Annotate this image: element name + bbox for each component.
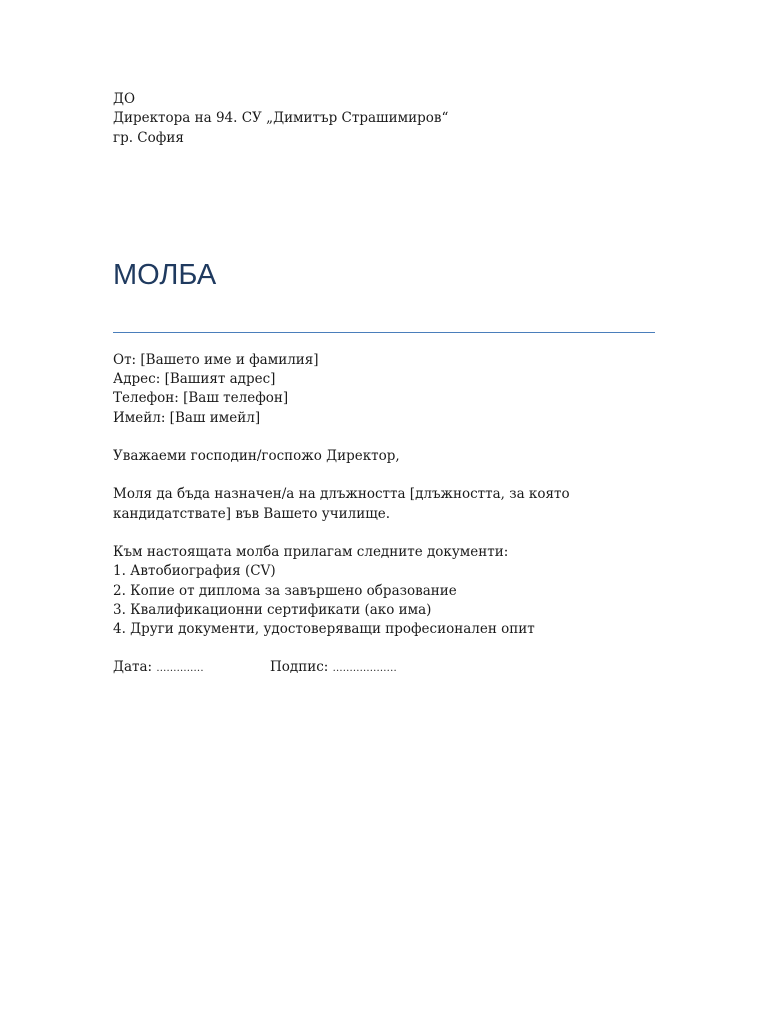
date-field: [113, 658, 270, 678]
sender-block: [113, 351, 655, 428]
attachments-intro: Към настоящата молба прилагам следните документи:: [113, 543, 509, 560]
footer-row: [113, 658, 655, 678]
sender-address: Адрес: [Вашият адрес]: [113, 371, 276, 388]
addressee-to: ДО: [113, 91, 136, 107]
salutation: Уважаеми господин/госпожо Директор,: [113, 448, 400, 465]
addressee-block: [113, 90, 655, 148]
signature-label: Подпис:: [270, 659, 329, 676]
attachment-item: 4. Други документи, удостоверяващи професионален опит: [113, 621, 535, 638]
title-divider: [113, 332, 655, 333]
addressee-city: гр. София: [113, 129, 184, 146]
attachment-item: 3. Квалификационни сертификати (ако има): [113, 601, 432, 618]
sender-email: Имейл: [Ваш имейл]: [113, 409, 261, 426]
date-label: Дата:: [113, 659, 153, 676]
attachment-item: 2. Копие от диплома за завършено образование: [113, 582, 457, 599]
document-page: [113, 90, 655, 679]
sender-from: От: [Вашето име и фамилия]: [113, 351, 319, 368]
attachment-item: 1. Автобиография (CV): [113, 563, 276, 580]
signature-field: [270, 658, 397, 678]
sender-phone: Телефон: [Ваш телефон]: [113, 390, 289, 407]
date-dots: ..............: [156, 663, 204, 675]
request-body: Моля да бъда назначен/а на длъжността [длъжността, за която кандидатствате] във Вашето училище.: [113, 486, 570, 522]
attachments-block: [113, 543, 655, 639]
document-title: МОЛБА: [113, 258, 217, 291]
addressee-recipient: Директора на 94. СУ „Димитър Страшимиров“: [113, 110, 449, 127]
signature-dots: ...................: [332, 663, 397, 675]
